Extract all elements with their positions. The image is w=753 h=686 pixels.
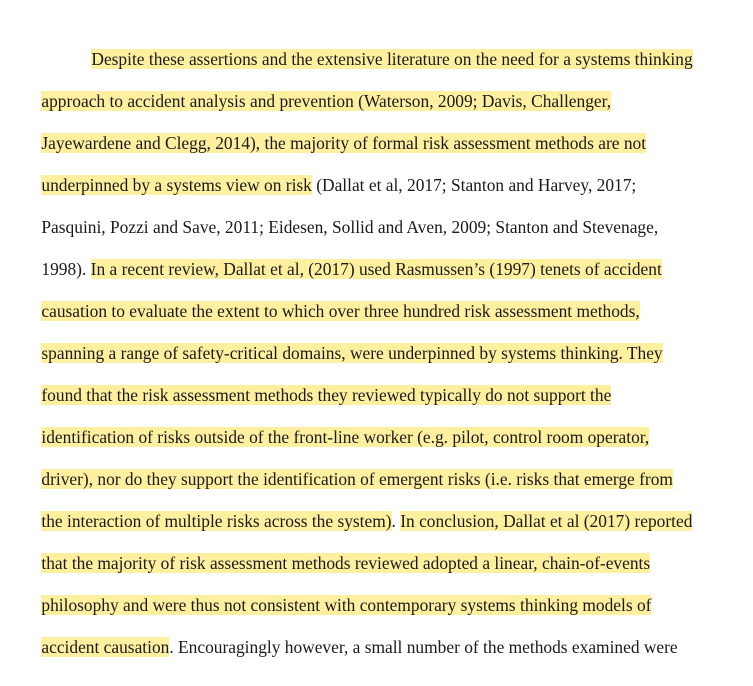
paragraph-line	[24, 272, 640, 321]
line-segment: philosophy and were thus not consistent with contemporary systems thinking models of	[41, 595, 652, 615]
line-segment: . Encouragingly however, a small number of the methods examined were	[169, 637, 678, 657]
paragraph-line	[24, 524, 651, 573]
line-segment: spanning a range of safety-critical domains, were underpinned by systems thinking. They	[41, 343, 663, 363]
line-segment: .	[391, 511, 401, 531]
line-segment: the interaction of multiple risks across the system)	[41, 511, 392, 531]
paragraph-line	[24, 440, 673, 489]
line-segment: underpinned by a systems view on risk	[41, 175, 312, 195]
paragraph-line	[24, 566, 652, 615]
paragraph-line	[74, 20, 693, 69]
line-segment: found that the risk assessment methods they reviewed typically do not support the	[41, 385, 612, 405]
line-segment: accident causation	[41, 637, 170, 657]
paragraph-line	[24, 398, 650, 447]
line-segment: In conclusion, Dallat et al (2017) reported	[400, 511, 693, 531]
paragraph-line	[24, 482, 693, 531]
paragraph-line	[24, 314, 663, 363]
line-segment: driver), nor do they support the identification of emergent risks (i.e. risks that emerge from	[41, 469, 673, 489]
line-segment: approach to accident analysis and prevention (Waterson, 2009; Davis, Challenger,	[41, 91, 612, 111]
paragraph-line	[24, 146, 637, 195]
line-segment: causation to evaluate the extent to which over three hundred risk assessment methods,	[41, 301, 640, 321]
line-segment: 1998).	[41, 259, 91, 279]
line-segment: Despite these assertions and the extensive literature on the need for a systems thinking	[91, 49, 693, 69]
paragraph-line	[24, 356, 612, 405]
paragraph-line	[24, 608, 678, 657]
paragraph-line	[24, 104, 647, 153]
paragraph-line	[24, 62, 612, 111]
line-segment: Jayewardene and Clegg, 2014), the majority of formal risk assessment methods are not	[41, 133, 647, 153]
line-segment: In a recent review, Dallat et al, (2017) used Rasmussen’s (1997) tenets of accident	[90, 259, 662, 279]
paragraph-line	[24, 230, 662, 279]
line-segment: (Dallat et al, 2017; Stanton and Harvey, 2017;	[311, 175, 637, 195]
paragraph-line	[24, 188, 659, 237]
line-segment: identification of risks outside of the front-line worker (e.g. pilot, control room operator,	[41, 427, 650, 447]
line-segment: that the majority of risk assessment methods reviewed adopted a linear, chain-of-events	[41, 553, 651, 573]
line-segment: Pasquini, Pozzi and Save, 2011; Eidesen, Sollid and Aven, 2009; Stanton and Stevenage,	[41, 217, 659, 237]
